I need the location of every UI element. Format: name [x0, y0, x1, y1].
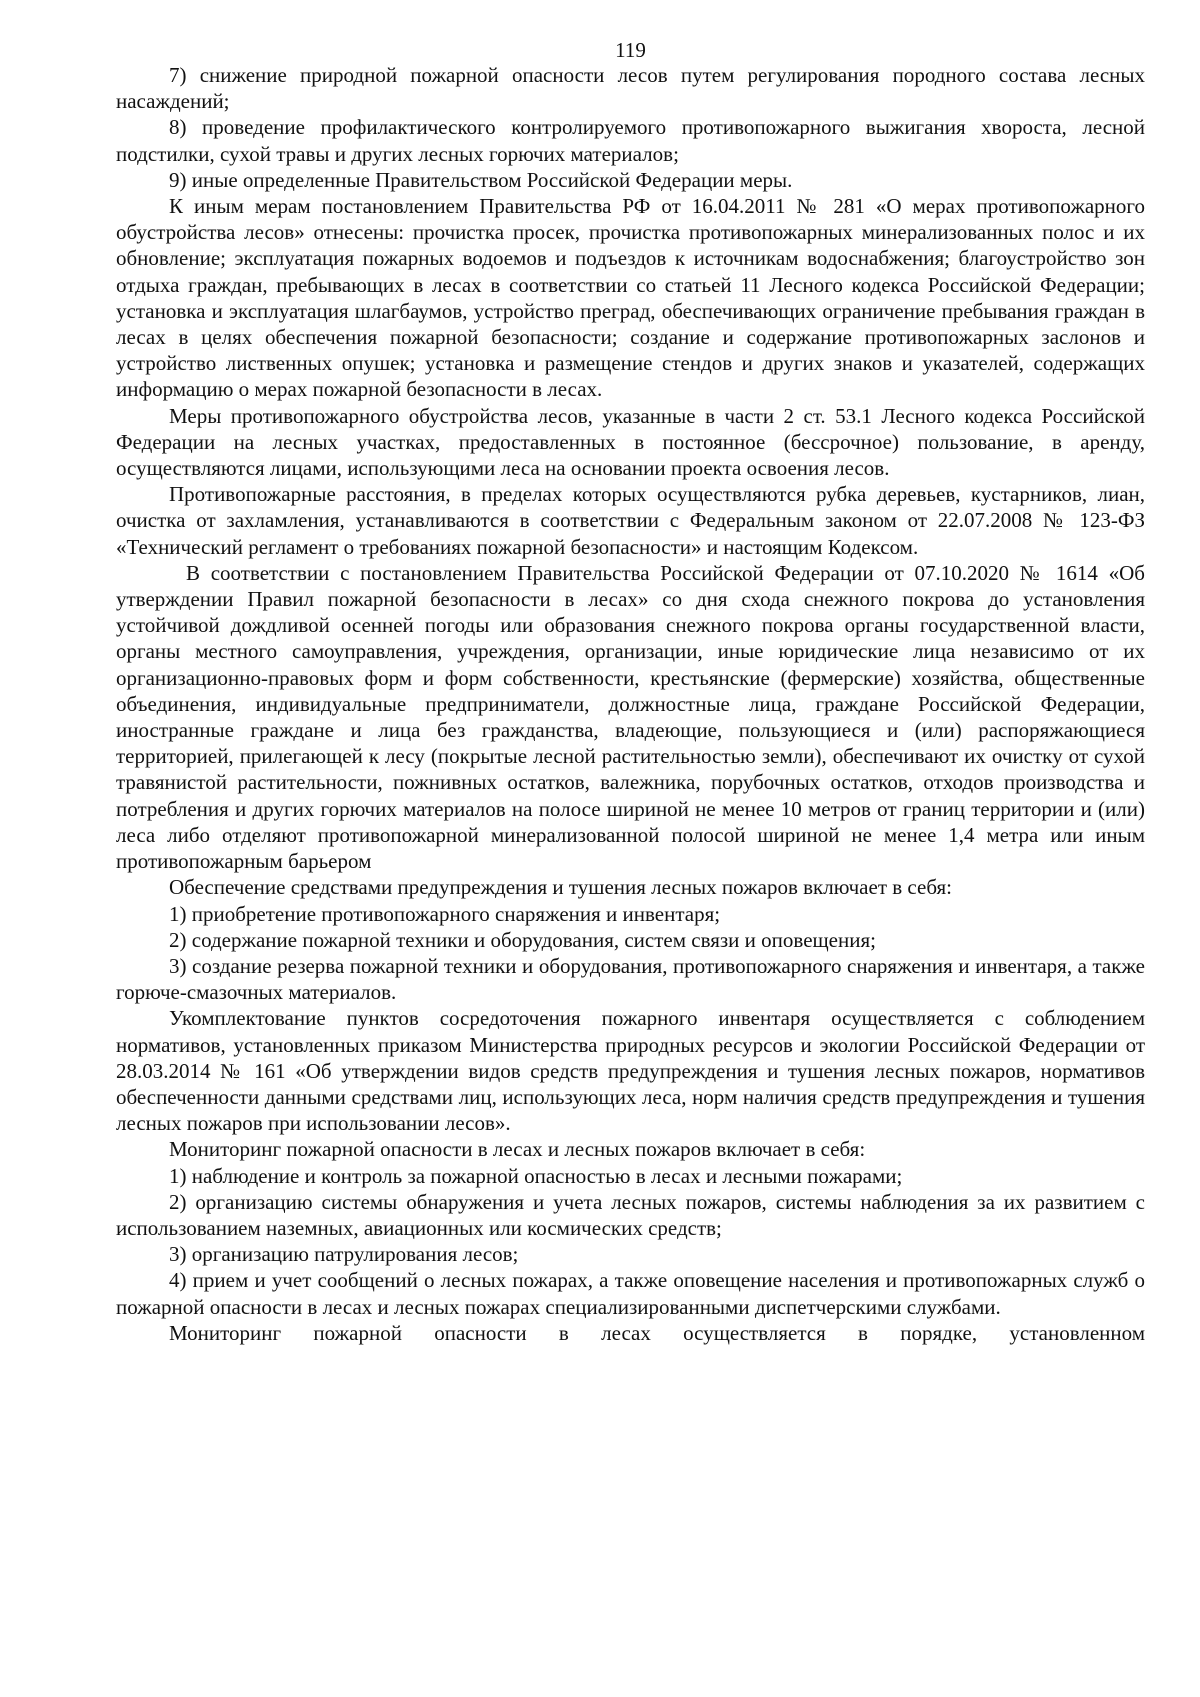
document-page — [116, 38, 1145, 1346]
paragraph-monitoring-item-4: 4) прием и учет сообщений о лесных пожарах, а также оповещение населения и противопожарных служб о пожарной опасности в лесах и лесных пожарах специализированными диспетчерскими службами. — [116, 1268, 1145, 1319]
paragraph-item-7: 7) снижение природной пожарной опасности лесов путем регулирования породного состава лесных насаждений; — [116, 63, 1145, 114]
paragraph-monitoring-item-3: 3) организацию патрулирования лесов; — [169, 1242, 519, 1267]
paragraph-means-item-1: 1) приобретение противопожарного снаряжения и инвентаря; — [169, 901, 721, 926]
paragraph-monitoring-item-1: 1) наблюдение и контроль за пожарной опасностью в лесах и лесными пожарами; — [169, 1163, 903, 1188]
paragraph-means-item-3: 3) создание резерва пожарной техники и оборудования, противопожарного снаряжения и инвентаря, а также горюче-смазочных материалов. — [116, 953, 1145, 1005]
paragraph-fire-distances: Противопожарные расстояния, в пределах которых осуществляются рубка деревьев, кустарников, лиан, очистка от захламления, устанавливаются в соответствии с Федеральным законом от 22.07.2008 № 123-ФЗ «Технический регламент о требованиях пожарной безопасности» и настоящим Кодексом. — [116, 482, 1145, 559]
page-number: 119 — [615, 38, 646, 62]
paragraph-fire-arrangement: Меры противопожарного обустройства лесов, указанные в части 2 ст. 53.1 Лесного кодекса Российской Федерации на лесных участках, предоставленных в постоянное (бессрочное) пользование, в аренду, осуществляются лицами, использующими леса на основании проекта освоения лесов. — [116, 403, 1145, 481]
paragraph-fire-safety-rules: В соответствии с постановлением Правительства Российской Федерации от 07.10.2020 № 1614 «Об утверждении Правил пожарной безопасности в лесах» со дня схода снежного покрова до установления устойчивой дождливой осенней погоды или образования снежного покрова органы государственной власти, органы местного самоуправления, учреждения, организации, иные юридические лица независимо от их организационно-правовых форм и форм собственности, крестьянские (фермерские) хозяйства, общественные объединения, индивидуальные предприниматели, должностные лица, граждане Российской Федерации, иностранные граждане и лица без гражданства, владеющие, пользующиеся и (или) распоряжающиеся территорией, прилегающей к лесу (покрытые лесной растительностью земли), обеспечивают их очистку от сухой травянистой растительности, пожнивных остатков, валежника, порубочных остатков, отходов производства и потребления и других горючих материалов на полосе шириной не менее 10 метров от границ территории и (или) леса либо отделяют противопожарной минерализованной полосой шириной не менее 1,4 метра или иным противопожарным барьером — [116, 560, 1145, 874]
paragraph-means-item-2: 2) содержание пожарной техники и оборудования, систем связи и оповещения; — [169, 927, 876, 952]
paragraph-means-intro: Обеспечение средствами предупреждения и тушения лесных пожаров включает в себя: — [169, 875, 952, 900]
paragraph-item-8: 8) проведение профилактического контролируемого противопожарного выжигания хвороста, лесной подстилки, сухой травы и других лесных горючих материалов; — [116, 115, 1145, 166]
paragraph-monitoring-order: Мониторинг пожарной опасности в лесах осуществляется в порядке, установленном — [169, 1320, 1145, 1345]
paragraph-item-9: 9) иные определенные Правительством Российской Федерации меры. — [169, 167, 793, 192]
paragraph-equipment-points: Укомплектование пунктов сосредоточения пожарного инвентаря осуществляется с соблюдением нормативов, установленных приказом Министерства природных ресурсов и экологии Российской Федерации от 28.03.2014 № 161 «Об утверждении видов средств предупреждения и тушения лесных пожаров, нормативов обеспеченности данными средствами лиц, использующих леса, норм наличия средств предупреждения и тушения лесных пожаров при использовании лесов». — [116, 1006, 1145, 1136]
paragraph-monitoring-intro: Мониторинг пожарной опасности в лесах и лесных пожаров включает в себя: — [169, 1137, 866, 1162]
paragraph-monitoring-item-2: 2) организацию системы обнаружения и учета лесных пожаров, системы наблюдения за их развитием с использованием наземных, авиационных или космических средств; — [116, 1189, 1145, 1240]
paragraph-other-measures: К иным мерам постановлением Правительства РФ от 16.04.2011 № 281 «О мерах противопожарного обустройства лесов» отнесены: прочистка просек, прочистка противопожарных минерализованных полос и их обновление; эксплуатация пожарных водоемов и подъездов к источникам водоснабжения; благоустройство зон отдыха граждан, пребывающих в лесах в соответствии со статьей 11 Лесного кодекса Российской Федерации; установка и эксплуатация шлагбаумов, устройство преград, обеспечивающих ограничение пребывания граждан в лесах в целях обеспечения пожарной безопасности; создание и содержание противопожарных заслонов и устройство лиственных опушек; установка и размещение стендов и других знаков и указателей, содержащих информацию о мерах пожарной безопасности в лесах. — [116, 194, 1145, 402]
